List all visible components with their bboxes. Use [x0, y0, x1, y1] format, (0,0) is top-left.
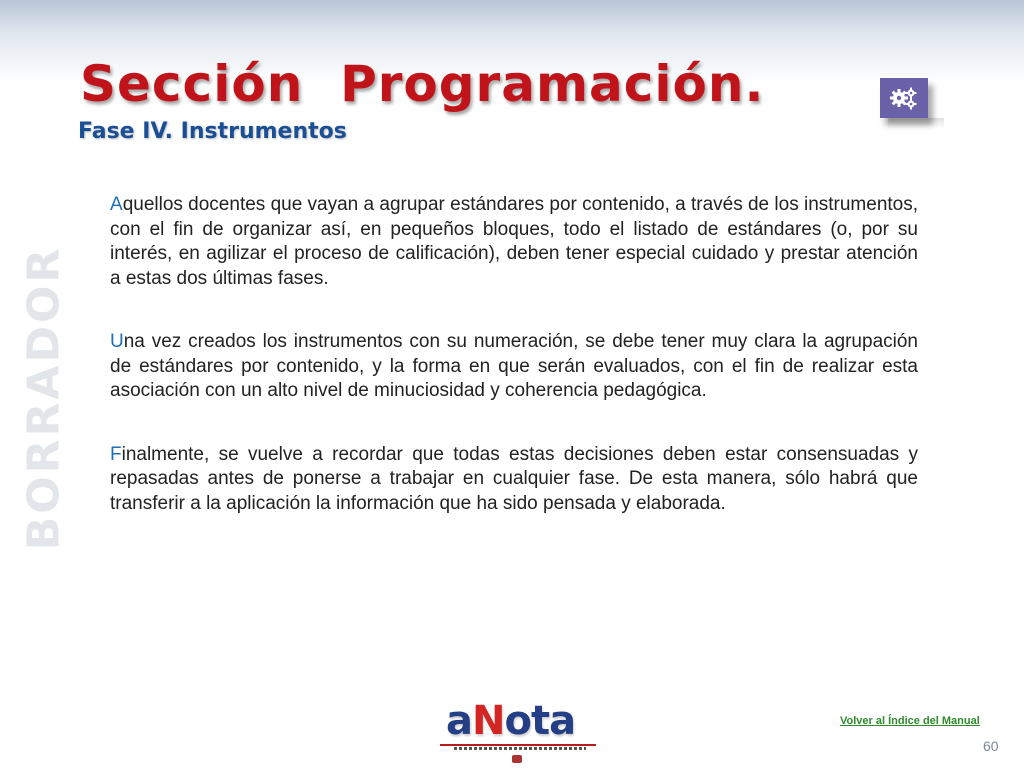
logo-emblem-icon — [512, 755, 522, 763]
logo-letter-a: a — [446, 698, 472, 744]
anota-logo — [440, 700, 600, 764]
paragraph-1-text: quellos docentes que vayan a agrupar estándares por contenido, a través de los instrumentos, con el fin de organizar así, en pequeños bloques, todo el listado de estándares (o, por su interés, en agilizar el proceso de calificación), deben tener especial cuidado y prestar atención a estas dos últimas fases. — [110, 194, 919, 289]
paragraph-2-text: na vez creados los instrumentos con su numeración, se debe tener muy clara la agrupación de estándares por contenido, y la forma en que serán evaluados, con el fin de realizar esta asociación con un alto nivel de minuciosidad y coherencia pedagógica. — [110, 331, 918, 401]
body-text — [110, 193, 918, 555]
logo-underline — [440, 744, 596, 746]
logo-letter-n: N — [472, 698, 505, 744]
gears-icon — [880, 78, 928, 118]
page-subtitle: Fase IV. Instrumentos — [78, 119, 347, 144]
logo-letters-rest: ota — [504, 698, 576, 744]
gear-box-shadow — [888, 118, 944, 128]
back-to-index-link[interactable]: Volver al Índice del Manual — [840, 715, 980, 727]
paragraph-2-initial: U — [110, 331, 124, 352]
paragraph-3-initial: F — [110, 443, 122, 465]
page-number: 60 — [983, 738, 999, 754]
page-title: Sección Programación. — [80, 55, 765, 113]
gears-icon-graphic — [889, 86, 919, 110]
paragraph-3 — [110, 443, 918, 517]
logo-wordmark — [446, 698, 575, 744]
paragraph-3-text: inalmente, se vuelve a recordar que todas estas decisiones deben estar consensuadas y repasadas antes de ponerse a trabajar en cualquier fase. De esta manera, sólo habrá que transferir a la aplicación la información que ha sido pensada y elaborada. — [110, 443, 918, 514]
paragraph-2 — [110, 330, 918, 404]
paragraph-1-initial: A — [110, 194, 123, 215]
paragraph-1 — [110, 193, 918, 291]
draft-watermark: BORRADOR — [18, 245, 70, 551]
logo-subtitle — [454, 747, 586, 750]
